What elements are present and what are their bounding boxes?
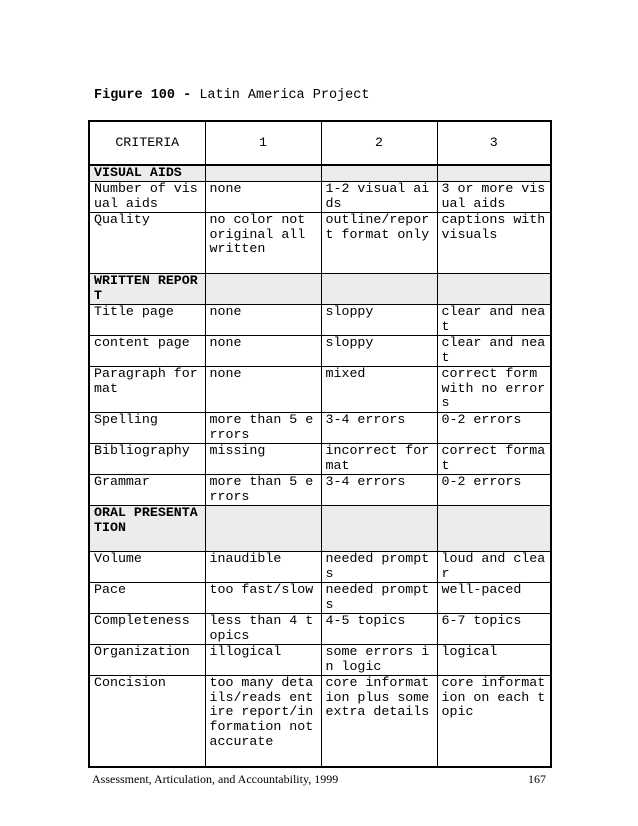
table-row <box>89 412 551 443</box>
score-cell: 4-5 topics <box>321 613 437 644</box>
table-row <box>89 474 551 505</box>
table-row <box>89 613 551 644</box>
table-row <box>89 212 551 273</box>
score-cell: sloppy <box>321 335 437 366</box>
section-row <box>89 165 551 181</box>
score-cell <box>205 165 321 181</box>
criterion-cell: Number of visual aids <box>89 181 205 212</box>
score-cell: correct format <box>437 443 551 474</box>
score-cell <box>321 505 437 551</box>
score-cell: 0-2 errors <box>437 474 551 505</box>
criterion-cell: Quality <box>89 212 205 273</box>
criterion-cell: Grammar <box>89 474 205 505</box>
score-cell: missing <box>205 443 321 474</box>
score-cell: 1-2 visual aids <box>321 181 437 212</box>
header-row <box>89 121 551 165</box>
criterion-cell: Title page <box>89 304 205 335</box>
header-score-3: 3 <box>437 121 551 165</box>
table-row <box>89 335 551 366</box>
score-cell <box>321 273 437 304</box>
score-cell: correct form with no errors <box>437 366 551 412</box>
score-cell: incorrect format <box>321 443 437 474</box>
score-cell: more than 5 errors <box>205 412 321 443</box>
rubric-body <box>89 165 551 767</box>
header-score-1: 1 <box>205 121 321 165</box>
score-cell: mixed <box>321 366 437 412</box>
section-heading: VISUAL AIDS <box>89 165 205 181</box>
section-heading: WRITTEN REPORT <box>89 273 205 304</box>
score-cell <box>437 273 551 304</box>
score-cell <box>205 505 321 551</box>
score-cell: too many details/reads entire report/information not accurate <box>205 675 321 767</box>
table-row <box>89 443 551 474</box>
rubric-table <box>88 120 552 768</box>
section-row <box>89 505 551 551</box>
table-row <box>89 304 551 335</box>
score-cell: sloppy <box>321 304 437 335</box>
criterion-cell: Paragraph format <box>89 366 205 412</box>
score-cell: core information on each topic <box>437 675 551 767</box>
score-cell <box>437 505 551 551</box>
score-cell: 3 or more visual aids <box>437 181 551 212</box>
header-score-2: 2 <box>321 121 437 165</box>
score-cell: clear and neat <box>437 304 551 335</box>
header-criteria: CRITERIA <box>89 121 205 165</box>
score-cell: none <box>205 304 321 335</box>
criterion-cell: Bibliography <box>89 443 205 474</box>
table-row <box>89 644 551 675</box>
page-number: 167 <box>528 772 546 786</box>
score-cell: outline/report format only <box>321 212 437 273</box>
score-cell: well-paced <box>437 582 551 613</box>
section-heading: ORAL PRESENTATION <box>89 505 205 551</box>
table-row <box>89 181 551 212</box>
score-cell: 6-7 topics <box>437 613 551 644</box>
score-cell: more than 5 errors <box>205 474 321 505</box>
score-cell: too fast/slow <box>205 582 321 613</box>
criterion-cell: Concision <box>89 675 205 767</box>
criterion-cell: Completeness <box>89 613 205 644</box>
score-cell: none <box>205 335 321 366</box>
score-cell <box>321 165 437 181</box>
section-row <box>89 273 551 304</box>
figure-title-text: Latin America Project <box>199 88 370 103</box>
score-cell: less than 4 topics <box>205 613 321 644</box>
figure-label: Figure 100 - <box>94 88 192 103</box>
table-row <box>89 582 551 613</box>
score-cell: core information plus some extra details <box>321 675 437 767</box>
criterion-cell: content page <box>89 335 205 366</box>
table-row <box>89 675 551 767</box>
score-cell: 3-4 errors <box>321 474 437 505</box>
criterion-cell: Spelling <box>89 412 205 443</box>
score-cell: no color not original all written <box>205 212 321 273</box>
score-cell: none <box>205 181 321 212</box>
criterion-cell: Organization <box>89 644 205 675</box>
score-cell: some errors in logic <box>321 644 437 675</box>
score-cell: none <box>205 366 321 412</box>
score-cell: loud and clear <box>437 551 551 582</box>
score-cell <box>437 165 551 181</box>
score-cell: 0-2 errors <box>437 412 551 443</box>
score-cell <box>205 273 321 304</box>
score-cell: captions with visuals <box>437 212 551 273</box>
score-cell: logical <box>437 644 551 675</box>
table-row <box>89 366 551 412</box>
table-row <box>89 551 551 582</box>
score-cell: illogical <box>205 644 321 675</box>
criterion-cell: Pace <box>89 582 205 613</box>
figure-title <box>94 88 369 103</box>
score-cell: needed prompts <box>321 551 437 582</box>
score-cell: needed prompts <box>321 582 437 613</box>
footer-citation: Assessment, Articulation, and Accountability, 1999 <box>92 772 339 786</box>
score-cell: inaudible <box>205 551 321 582</box>
criterion-cell: Volume <box>89 551 205 582</box>
score-cell: 3-4 errors <box>321 412 437 443</box>
score-cell: clear and neat <box>437 335 551 366</box>
